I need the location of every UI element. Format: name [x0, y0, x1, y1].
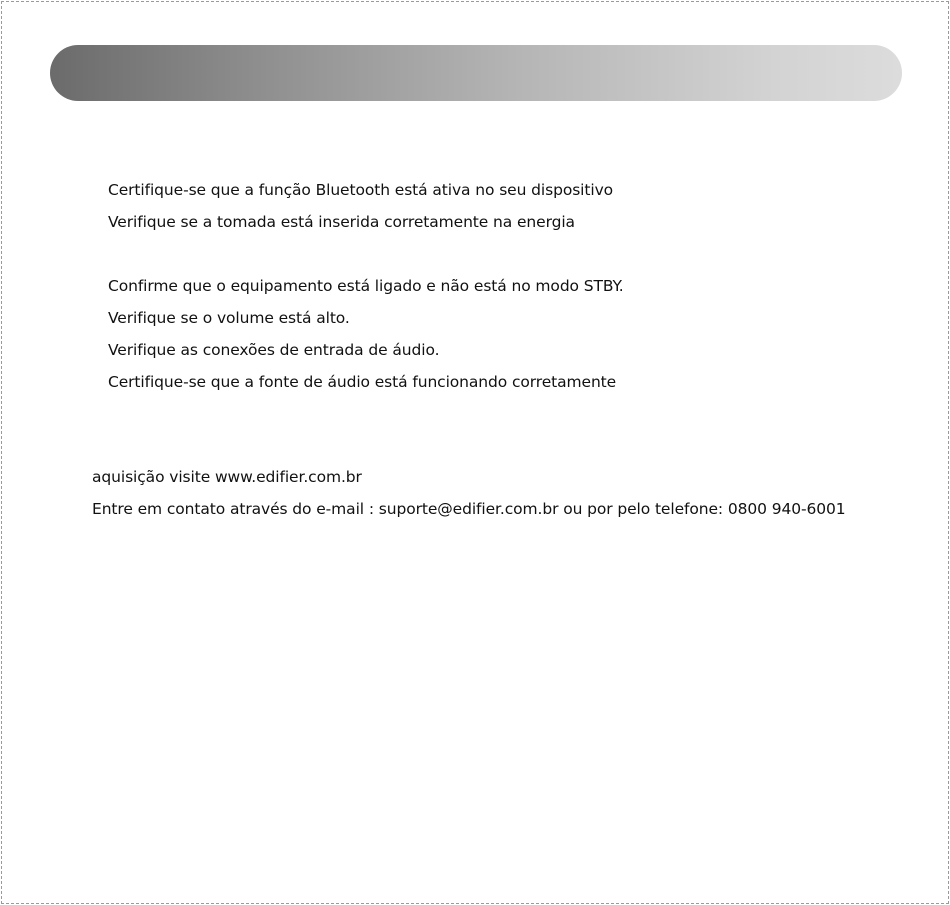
sound-item-3: Verifique as conexões de entrada de áudio.: [108, 341, 440, 359]
bluetooth-item-1: Certifique-se que a função Bluetooth está ativa no seu dispositivo: [108, 181, 614, 199]
sound-item-4: Certifique-se que a fonte de áudio está funcionando corretamente: [108, 373, 617, 391]
sound-item-1: Confirme que o equipamento está ligado e não está no modo STBY.: [108, 277, 624, 295]
support-line: Entre em contato através do e-mail : suporte@edifier.com.br ou por pelo telefone: 0800 940-6001: [92, 500, 846, 518]
page-frame: [1, 1, 949, 904]
bluetooth-item-2: Verifique se a tomada está inserida corretamente na energia: [108, 213, 575, 231]
header-bar: [50, 45, 902, 101]
website-line: aquisição visite www.edifier.com.br: [92, 468, 362, 486]
sound-item-2: Verifique se o volume está alto.: [108, 309, 350, 327]
